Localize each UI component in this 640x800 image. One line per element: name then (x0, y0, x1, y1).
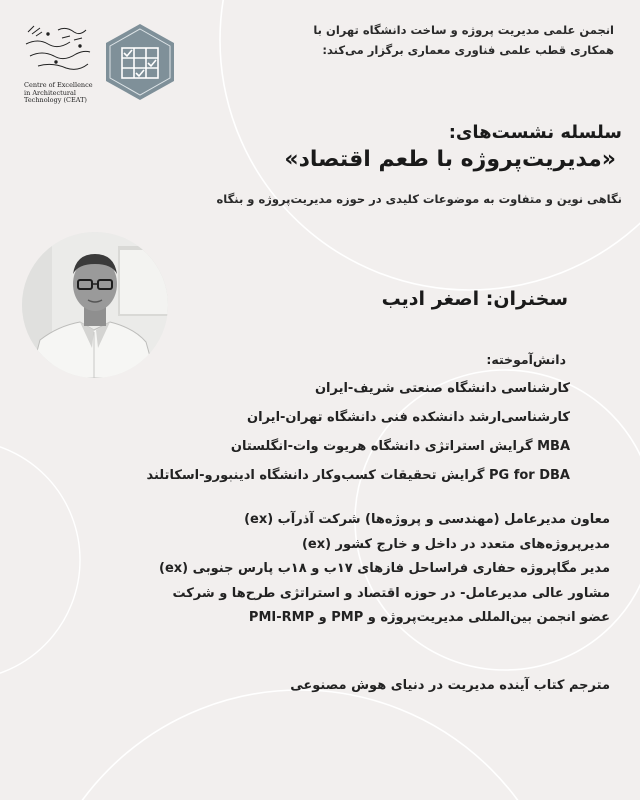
organizer-text: انجمن علمی مدیریت پروژه و ساخت دانشگاه تهران با همکاری قطب علمی فناوری معماری برگزار می‌کند: (313, 23, 614, 57)
main-title: «مدیریت‌پروژه با طعم اقتصاد» (284, 147, 616, 172)
translator-note: مترجم کتاب آینده مدیریت در دنیای هوش مصنوعی (290, 678, 610, 693)
experience-list (30, 508, 610, 631)
series-label: سلسله نشست‌های: (448, 122, 622, 143)
experience-item: مدیر مگاپروژه حفاری فراساحل فازهای ۱۷ب و ۱۸ب پارس جنوبی (ex) (159, 561, 610, 576)
education-item: MBA گرایش استراتژی دانشگاه هریوت وات-انگلستان (230, 439, 570, 454)
experience-item: مشاور عالی مدیرعامل- در حوزه اقتصاد و استراتژی طرح‌ها و شرکت (172, 585, 610, 601)
experience-item: عضو انجمن بین‌المللی مدیریت‌پروژه و PMP و PMI-RMP (248, 610, 610, 625)
experience-item: مدیرپروژه‌های متعدد در داخل و خارج کشور (ex) (301, 536, 610, 552)
ceat-logo-text: Centre of Excellence in Architectural Technology (CEAT) (24, 81, 93, 104)
education-list (50, 374, 570, 490)
education-item: کارشناسی‌ارشد دانشکده فنی دانشگاه تهران-ایران (247, 410, 570, 425)
education-item: کارشناسی دانشگاه صنعتی شریف-ایران (314, 381, 570, 396)
experience-item: معاون مدیرعامل (مهندسی و پروژه‌ها) شرکت آذرآب (ex) (244, 512, 610, 527)
speaker-name: سخنران: اصغر ادیب (381, 288, 568, 310)
education-heading: دانش‌آموخته: (486, 352, 566, 367)
project-management-association-logo (104, 22, 176, 102)
subtitle: نگاهی نوین و متفاوت به موضوعات کلیدی در حوزه مدیریت‌پروژه و بنگاه (216, 192, 622, 206)
education-item: PG for DBA گرایش تحقیقات کسب‌وکار دانشگاه ادینبورو-اسکاتلند (146, 468, 570, 483)
speaker-photo (22, 232, 168, 378)
